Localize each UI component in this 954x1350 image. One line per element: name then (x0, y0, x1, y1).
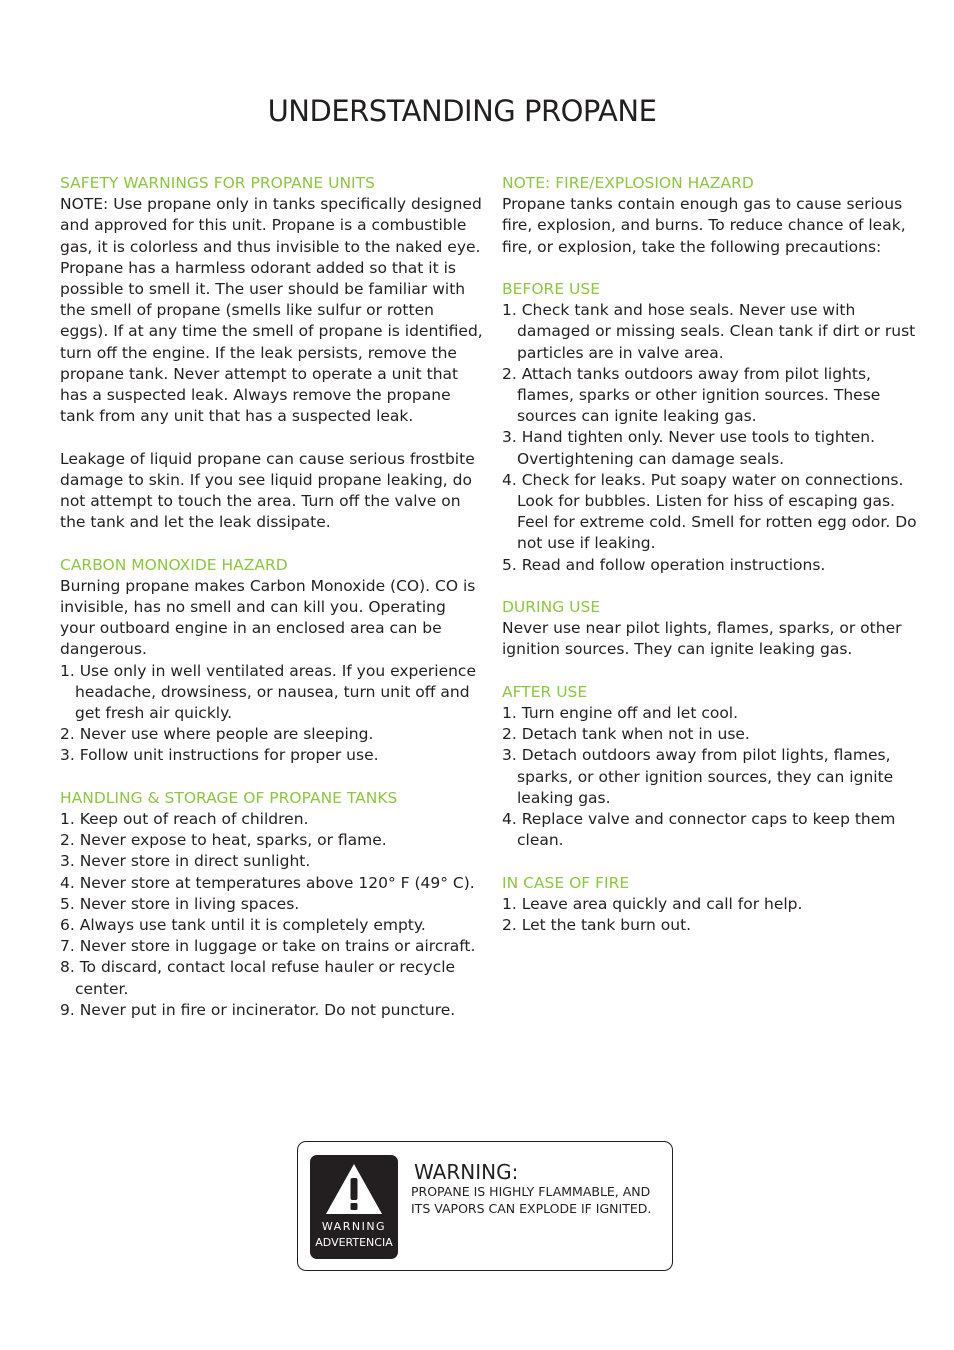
list-item: 1. Check tank and hose seals. Never use with damaged or missing seals. Clean tank if dirt or rust particles are in valve area. (502, 301, 916, 362)
list-item: 4. Check for leaks. Put soapy water on connections. Look for bubbles. Listen for hiss of escaping gas. Feel for extreme cold. Smell for rotten egg odor. Do not use if leaking. (502, 470, 917, 553)
safety-note-paragraph: NOTE: Use propane only in tanks specifically designed and approved for this unit. Propane is a combustible gas, it is colorless and thus invisible to the naked eye. Propane has a harmless odorant added so that it is possible to smell it. The user should be familiar with the smell of propane (smells like sulfur or rotten eggs). If at any time the smell of propane is identified, turn off the engine. If the leak persists, remove the propane tank. Never attempt to operate a unit that has a suspected leak. Always remove the propane tank from any unit that has a suspected leak. (60, 195, 483, 426)
page-title: UNDERSTANDING PROPANE (267, 94, 657, 128)
list-item: 2. Detach tank when not in use. (502, 725, 750, 744)
in-case-of-fire-list (502, 894, 922, 936)
carbon-monoxide-heading: CARBON MONOXIDE HAZARD (60, 555, 288, 574)
list-item: 3. Detach outdoors away from pilot lights, flames, sparks, or other ignition sources, they can ignite leaking gas. (502, 746, 894, 807)
after-use-heading: AFTER USE (502, 682, 588, 701)
list-item: 3. Never store in direct sunlight. (60, 852, 311, 871)
list-item: 1. Keep out of reach of children. (60, 810, 309, 829)
in-case-of-fire-heading: IN CASE OF FIRE (502, 873, 630, 892)
left-column (60, 173, 485, 1021)
list-item: 5. Never store in living spaces. (60, 894, 300, 913)
list-item: 9. Never put in fire or incinerator. Do not puncture. (60, 1000, 456, 1019)
during-use-heading: DURING USE (502, 598, 601, 617)
list-item: 1. Turn engine off and let cool. (502, 704, 739, 723)
before-use-heading: BEFORE USE (502, 280, 601, 298)
fire-explosion-heading: NOTE: FIRE/EXPLOSION HAZARD (502, 174, 754, 192)
safety-warnings-heading: SAFETY WARNINGS FOR PROPANE UNITS (60, 174, 375, 192)
badge-advertencia-label: ADVERTENCIA (315, 1236, 393, 1249)
list-item: 5. Read and follow operation instructions. (502, 555, 826, 574)
during-use-paragraph: Never use near pilot lights, flames, sparks, or other ignition sources. They can ignite leaking gas. (502, 619, 902, 659)
handling-storage-list (60, 809, 485, 1021)
list-item: 4. Replace valve and connector caps to keep them clean. (502, 810, 896, 850)
warning-badge (310, 1155, 398, 1259)
list-item: 7. Never store in luggage or take on trains or aircraft. (60, 937, 476, 956)
list-item: 2. Attach tanks outdoors away from pilot lights, flames, sparks or other ignition sources. These sources can ignite leaking gas. (502, 364, 881, 426)
warning-text: PROPANE IS HIGHLY FLAMMABLE, AND ITS VAPORS CAN EXPLODE IF IGNITED. (411, 1184, 652, 1216)
list-item: 1. Use only in well ventilated areas. If you experience headache, drowsiness, or nausea, turn unit off and get fresh air quickly. (60, 661, 476, 723)
handling-storage-heading: HANDLING & STORAGE OF PROPANE TANKS (60, 788, 398, 807)
list-item: 1. Leave area quickly and call for help. (502, 894, 803, 913)
right-column (502, 173, 922, 936)
leakage-paragraph: Leakage of liquid propane can cause serious frostbite damage to skin. If you see liquid propane leaking, do not attempt to touch the area. Turn off the valve on the tank and let the leak dissipate. (60, 449, 475, 532)
list-item: 2. Let the tank burn out. (502, 916, 692, 935)
fire-explosion-paragraph: Propane tanks contain enough gas to cause serious fire, explosion, and burns. To reduce chance of leak, fire, or explosion, take the following precautions: (502, 195, 906, 256)
before-use-list (502, 300, 922, 576)
list-item: 8. To discard, contact local refuse hauler or recycle center. (60, 958, 456, 998)
list-item: 4. Never store at temperatures above 120° F (49° C). (60, 873, 475, 892)
list-item: 2. Never use where people are sleeping. (60, 725, 374, 744)
list-item: 6. Always use tank until it is completely empty. (60, 916, 426, 935)
carbon-monoxide-list (60, 661, 485, 767)
list-item: 3. Follow unit instructions for proper use. (60, 746, 379, 765)
badge-warning-label: WARNING (321, 1220, 387, 1233)
warning-title: WARNING: (414, 1160, 519, 1184)
carbon-monoxide-paragraph: Burning propane makes Carbon Monoxide (CO). CO is invisible, has no smell and can kill you. Operating your outboard engine in an enclosed area can be dangerous. (60, 576, 476, 659)
list-item: 3. Hand tighten only. Never use tools to tighten. Overtightening can damage seals. (502, 428, 876, 468)
after-use-list (502, 703, 922, 851)
list-item: 2. Never expose to heat, sparks, or flame. (60, 831, 387, 850)
exclamation-triangle-icon (324, 1161, 384, 1217)
warning-box (297, 1141, 673, 1271)
